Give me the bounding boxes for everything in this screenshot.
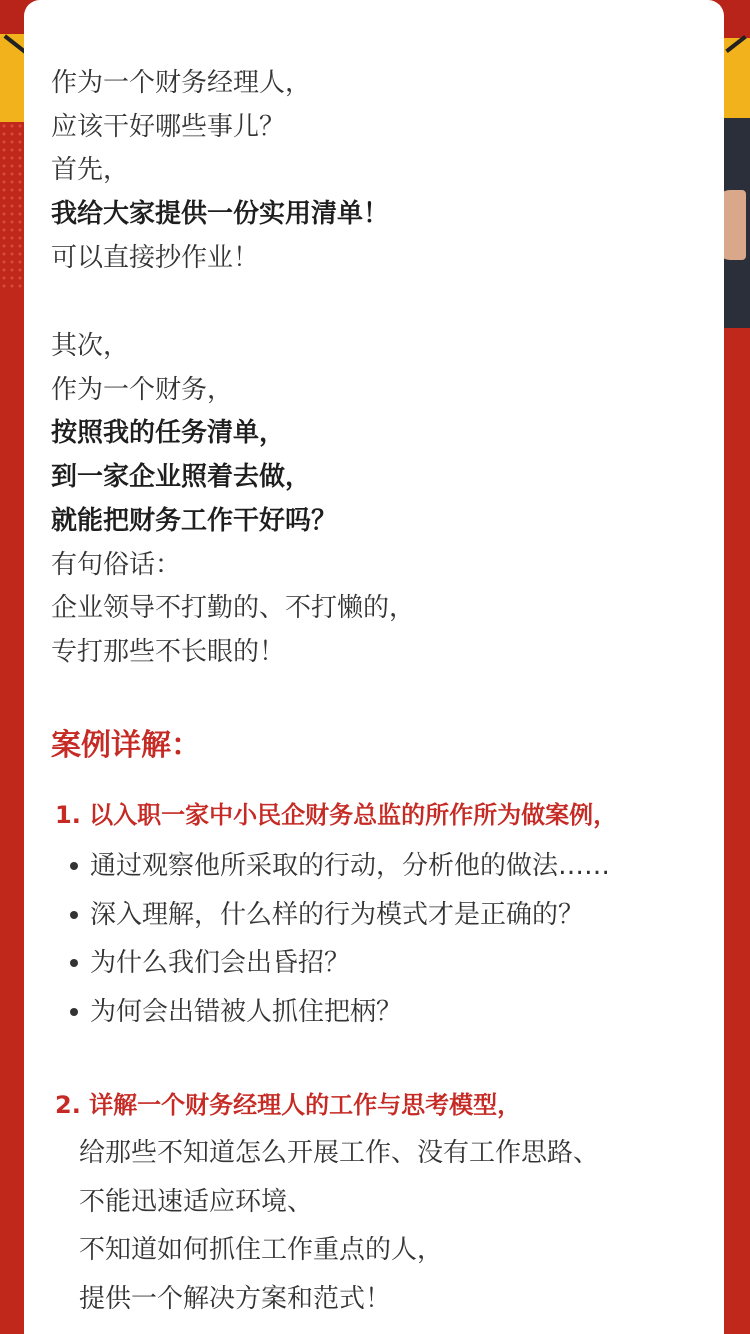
section-title: 案例详解： — [51, 728, 201, 763]
case-2-line: 不知道如何抓住工作重点的人， — [79, 1235, 444, 1265]
bullet-text: 深入理解，什么样的行为模式才是正确的？ — [90, 899, 585, 930]
bullet-dot-icon — [70, 1008, 78, 1016]
bullet-dot-icon — [70, 911, 78, 919]
case-2-line: 给那些不知道怎么开展工作、没有工作思路、 — [79, 1138, 600, 1168]
bullet-item — [70, 988, 610, 1037]
second-line: 企业领导不打勤的、不打懒的， — [51, 593, 416, 624]
second-line: 有句俗话： — [51, 549, 182, 580]
case-2-description — [79, 1129, 599, 1323]
intro-line: 作为一个财务经理人， — [51, 68, 312, 98]
case-2-heading: 2. 详解一个财务经理人的工作与思考模型， — [55, 1091, 522, 1119]
bullet-dot-icon — [70, 959, 78, 967]
bullet-text: 为什么我们会出昏招？ — [90, 948, 351, 978]
second-line-emphasis: 就能把财务工作干好吗？ — [51, 505, 338, 536]
bullet-item — [70, 939, 610, 988]
second-line: 作为一个财务， — [51, 374, 234, 405]
case-1-bullet-list — [70, 842, 610, 1036]
second-line-emphasis: 到一家企业照着去做， — [51, 462, 312, 493]
intro-line: 应该干好哪些事儿？ — [51, 111, 286, 142]
intro-line-emphasis: 我给大家提供一份实用清单！ — [51, 199, 390, 230]
case-1-heading: 1. 以入职一家中小民企财务总监的所作所为做案例， — [55, 801, 618, 829]
bullet-item — [70, 842, 610, 891]
second-line: 专打那些不长眼的！ — [51, 636, 286, 667]
intro-paragraph — [51, 62, 389, 281]
bullet-text: 为何会出错被人抓住把柄？ — [90, 996, 403, 1027]
bullet-text: 通过观察他所采取的行动，分析他的做法…… — [90, 851, 611, 881]
second-paragraph — [51, 325, 415, 675]
case-2-line: 不能迅速适应环境、 — [79, 1186, 314, 1217]
intro-line: 可以直接抄作业！ — [51, 242, 260, 273]
intro-line: 首先， — [51, 155, 130, 186]
second-line: 其次， — [51, 331, 130, 361]
case-2-line: 提供一个解决方案和范式！ — [79, 1283, 392, 1314]
bullet-item — [70, 891, 610, 940]
bullet-dot-icon — [70, 862, 78, 870]
second-line-emphasis: 按照我的任务清单， — [51, 418, 286, 449]
content-card — [24, 0, 724, 1334]
